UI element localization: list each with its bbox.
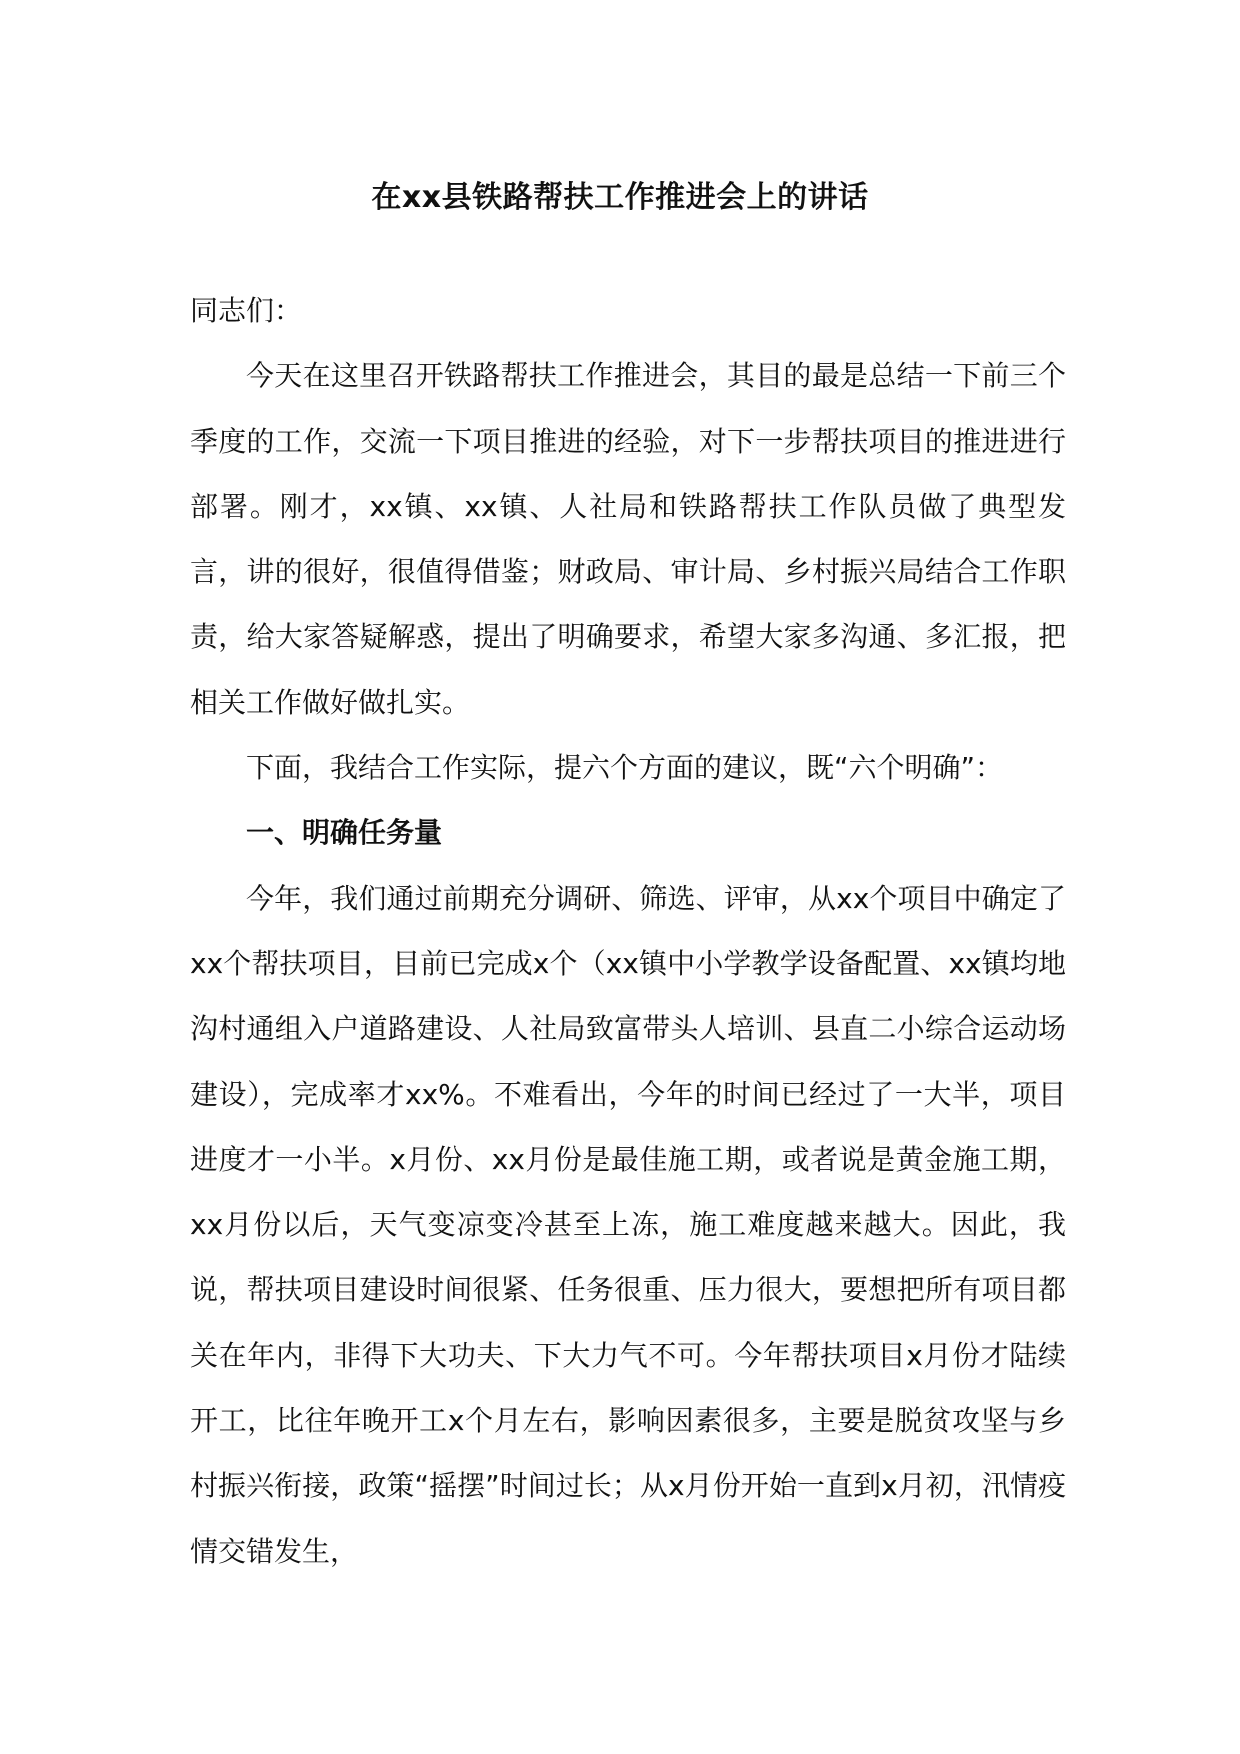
paragraph-opening: 今天在这里召开铁路帮扶工作推进会，其目的最是总结一下前三个季度的工作，交流一下项目推进的经验，对下一步帮扶项目的推进进行部署。刚才，xx镇、xx镇、人社局和铁路帮扶工作队员做了典型发言，讲的很好，很值得借鉴；财政局、审计局、乡村振兴局结合工作职责，给大家答疑解惑，提出了明确要求，希望大家多沟通、多汇报，把相关工作做好做扎实。: [190, 359, 1066, 719]
paragraph-task-volume: 今年，我们通过前期充分调研、筛选、评审，从xx个项目中确定了xx个帮扶项目，目前已完成x个（xx镇中小学教学设备配置、xx镇均地沟村通组入户道路建设、人社局致富带头人培训、县直二小综合运动场建设），完成率才xx%。不难看出，今年的时间已经过了一大半，项目进度才一小半。x月份、xx月份是最佳施工期，或者说是黄金施工期，xx月份以后，天气变凉变冷甚至上冻，施工难度越来越大。因此，我说，帮扶项目建设时间很紧、任务很重、压力很大，要想把所有项目都关在年内，非得下大功夫、下大力气不可。今年帮扶项目x月份才陆续开工，比往年晚开工x个月左右，影响因素很多，主要是脱贫攻坚与乡村振兴衔接，政策“摇摆”时间过长；从x月份开始一直到x月初，汛情疫情交错发生，: [190, 881, 1066, 1568]
section-heading: 一、明确任务量: [246, 816, 443, 850]
paragraph-six-points-intro: 下面，我结合工作实际，提六个方面的建议，既“六个明确”：: [246, 751, 1004, 785]
salutation: 同志们：: [190, 294, 303, 327]
document-body: [190, 278, 1066, 1584]
document-title: 在xx县铁路帮扶工作推进会上的讲话: [371, 180, 869, 215]
